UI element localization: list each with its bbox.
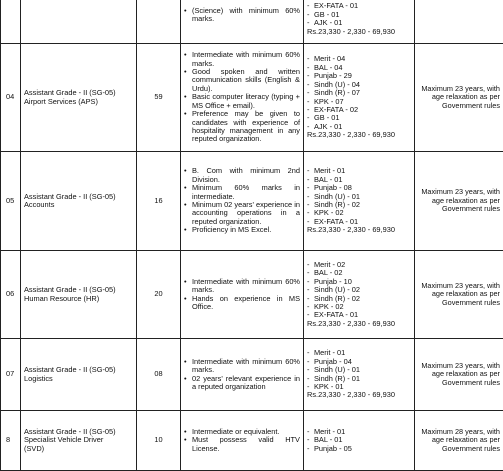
quota-item: - Punjab - 10 xyxy=(307,278,411,286)
table-row xyxy=(1,339,503,411)
quota-item: - AJK - 01 xyxy=(307,19,411,27)
quota-item: - EX-FATA - 01 xyxy=(307,2,411,10)
quota-item: - EX-FATA - 02 xyxy=(307,106,411,114)
quota-item: - Sindh (U) - 01 xyxy=(307,366,411,374)
qualification-item: • Minimum 02 years' experience in accounting operations in a reputed organization. xyxy=(184,201,300,226)
qualifications-cell xyxy=(181,152,304,251)
age-limit-cell xyxy=(415,44,503,152)
post-title-cell xyxy=(21,152,137,251)
post-title-line: Assistant Grade - II (SG-05) xyxy=(24,193,133,201)
quota-item: - Merit - 04 xyxy=(307,55,411,63)
positions-cell xyxy=(137,339,181,411)
positions-cell xyxy=(137,411,181,471)
qualifications-list xyxy=(184,278,300,312)
quota-allocation-cell xyxy=(304,44,415,152)
age-limit-cell xyxy=(415,251,503,339)
quota-item: - KPK - 02 xyxy=(307,303,411,311)
serial-number: 8 xyxy=(6,436,17,444)
quota-item: - BAL - 01 xyxy=(307,436,411,444)
table-row xyxy=(1,44,503,152)
quota-item: - KPK - 01 xyxy=(307,383,411,391)
serial-number-cell xyxy=(1,44,21,152)
quota-list xyxy=(307,428,411,453)
post-title-line: Human Resource (HR) xyxy=(24,295,133,303)
age-limit: Maximum 28 years, with age relaxation as per Government rules xyxy=(418,428,500,453)
age-limit-cell xyxy=(415,152,503,251)
qualification-item: • Intermediate with minimum 60% marks. xyxy=(184,51,300,68)
qualification-item: • Intermediate or equivalent. xyxy=(184,428,300,436)
age-limit-cell xyxy=(415,339,503,411)
quota-list xyxy=(307,167,411,226)
positions-cell xyxy=(137,0,181,44)
post-title-line: (SVD) xyxy=(24,445,133,453)
quota-list xyxy=(307,0,411,28)
table-row xyxy=(1,152,503,251)
qualification-item: • (Science) with minimum 60% marks. xyxy=(184,7,300,24)
post-title-cell xyxy=(21,411,137,471)
quota-item: - Punjab - 08 xyxy=(307,184,411,192)
quota-item: - KPK - 07 xyxy=(307,98,411,106)
positions-count: 20 xyxy=(140,290,177,298)
qualification-item: • Basic computer literacy (typing + MS Office + email). xyxy=(184,93,300,110)
quota-item: - KPK - 02 xyxy=(307,209,411,217)
quota-allocation-cell xyxy=(304,251,415,339)
qualification-item: • Hands on experience in MS Office. xyxy=(184,295,300,312)
qualification-item: • Preference may be given to candidates with experience of hospitality management in any reputed organization. xyxy=(184,110,300,144)
qualification-item: • B. Com with minimum 2nd Division. xyxy=(184,167,300,184)
quota-item: - Merit - 01 xyxy=(307,349,411,357)
post-title-line: Assistant Grade - II (SG-05) xyxy=(24,286,133,294)
qualifications-cell xyxy=(181,339,304,411)
positions-cell xyxy=(137,44,181,152)
quota-item: - GB - 01 xyxy=(307,114,411,122)
quota-item: - BAL - 01 xyxy=(307,176,411,184)
qualifications-cell xyxy=(181,411,304,471)
qualification-item: • 02 years' relevant experience in a reputed organization xyxy=(184,375,300,392)
quota-item: - Sindh (R) - 02 xyxy=(307,295,411,303)
pay-scale: Rs.23,330 - 2,330 - 69,930 xyxy=(307,28,411,36)
post-title-line: Specialist Vehicle Driver xyxy=(24,436,133,444)
pay-scale: Rs.23,330 - 2,330 - 69,930 xyxy=(307,391,411,399)
pay-scale: Rs.23,330 - 2,330 - 69,930 xyxy=(307,320,411,328)
qualification-item: • Intermediate with minimum 60% marks. xyxy=(184,278,300,295)
quota-item: - BAL - 02 xyxy=(307,269,411,277)
quota-item: - Punjab - 04 xyxy=(307,358,411,366)
qualification-item: • Proficiency in MS Excel. xyxy=(184,226,300,234)
quota-item: - Sindh (U) - 02 xyxy=(307,286,411,294)
serial-number: 07 xyxy=(6,370,17,378)
positions-count: 08 xyxy=(140,370,177,378)
qualifications-cell xyxy=(181,44,304,152)
quota-item: - Sindh (U) - 01 xyxy=(307,193,411,201)
age-limit: Maximum 23 years, with age relaxation as per Government rules xyxy=(418,188,500,213)
post-title-cell xyxy=(21,339,137,411)
quota-allocation-cell xyxy=(304,411,415,471)
positions-count: 16 xyxy=(140,197,177,205)
quota-list xyxy=(307,261,411,320)
quota-list xyxy=(307,55,411,131)
quota-item: - Sindh (U) - 04 xyxy=(307,81,411,89)
quota-allocation-cell xyxy=(304,0,415,44)
quota-item: - Merit - 01 xyxy=(307,428,411,436)
age-limit: Maximum 23 years, with age relaxation as per Government rules xyxy=(418,85,500,110)
serial-number-cell xyxy=(1,0,21,44)
post-title-cell xyxy=(21,0,137,44)
post-title-line: Accounts xyxy=(24,201,133,209)
quota-item: - BAL - 04 xyxy=(307,64,411,72)
pay-scale: Rs.23,330 - 2,330 - 69,930 xyxy=(307,226,411,234)
post-title-line: Assistant Grade - II (SG-05) xyxy=(24,89,133,97)
post-title-line: Assistant Grade - II (SG-05) xyxy=(24,428,133,436)
qualifications-list xyxy=(184,167,300,234)
quota-allocation-cell xyxy=(304,339,415,411)
quota-item: - Sindh (R) - 02 xyxy=(307,201,411,209)
serial-number-cell xyxy=(1,251,21,339)
qualifications-cell xyxy=(181,251,304,339)
quota-allocation-cell xyxy=(304,152,415,251)
serial-number: 05 xyxy=(6,197,17,205)
qualification-item: • Must possess valid HTV License. xyxy=(184,436,300,453)
serial-number: 04 xyxy=(6,93,17,101)
age-limit: Maximum 23 years, with age relaxation as per Government rules xyxy=(418,282,500,307)
serial-number-cell xyxy=(1,339,21,411)
post-title-line: Assistant Grade - II (SG-05) xyxy=(24,366,133,374)
positions-cell xyxy=(137,152,181,251)
serial-number-cell xyxy=(1,411,21,471)
qualification-item: • Good spoken and written communication skills (English & Urdu). xyxy=(184,68,300,93)
qualification-item: • Minimum 60% marks in intermediate. xyxy=(184,184,300,201)
age-limit: Maximum 23 years, with age relaxation as per Government rules xyxy=(418,362,500,387)
qualifications-cell xyxy=(181,0,304,44)
qualifications-list xyxy=(184,7,300,24)
age-limit-cell xyxy=(415,411,503,471)
table-row xyxy=(1,251,503,339)
post-title-line: Airport Services (APS) xyxy=(24,98,133,106)
quota-item: - GB - 01 xyxy=(307,11,411,19)
positions-cell xyxy=(137,251,181,339)
age-limit-cell xyxy=(415,0,503,44)
quota-item: - Merit - 02 xyxy=(307,261,411,269)
quota-item: - Sindh (R) - 07 xyxy=(307,89,411,97)
quota-item: - Punjab - 29 xyxy=(307,72,411,80)
post-title-cell xyxy=(21,251,137,339)
quota-item: - AJK - 01 xyxy=(307,123,411,131)
qualifications-list xyxy=(184,358,300,392)
positions-count: 10 xyxy=(140,436,177,444)
serial-number: 06 xyxy=(6,290,17,298)
table-row xyxy=(1,0,503,44)
quota-list xyxy=(307,349,411,391)
quota-item: - EX-FATA - 01 xyxy=(307,311,411,319)
post-title-cell xyxy=(21,44,137,152)
qualifications-list xyxy=(184,428,300,453)
post-title-line: Logistics xyxy=(24,375,133,383)
qualification-item: • Intermediate with minimum 60% marks. xyxy=(184,358,300,375)
serial-number-cell xyxy=(1,152,21,251)
quota-item: - EX-FATA - 01 xyxy=(307,218,411,226)
quota-item: - Merit - 01 xyxy=(307,167,411,175)
table-row xyxy=(1,411,503,471)
quota-item: - Sindh (R) - 01 xyxy=(307,375,411,383)
pay-scale: Rs.23,330 - 2,330 - 69,930 xyxy=(307,131,411,139)
quota-item: - Punjab - 05 xyxy=(307,445,411,453)
positions-count: 59 xyxy=(140,93,177,101)
qualifications-list xyxy=(184,51,300,143)
